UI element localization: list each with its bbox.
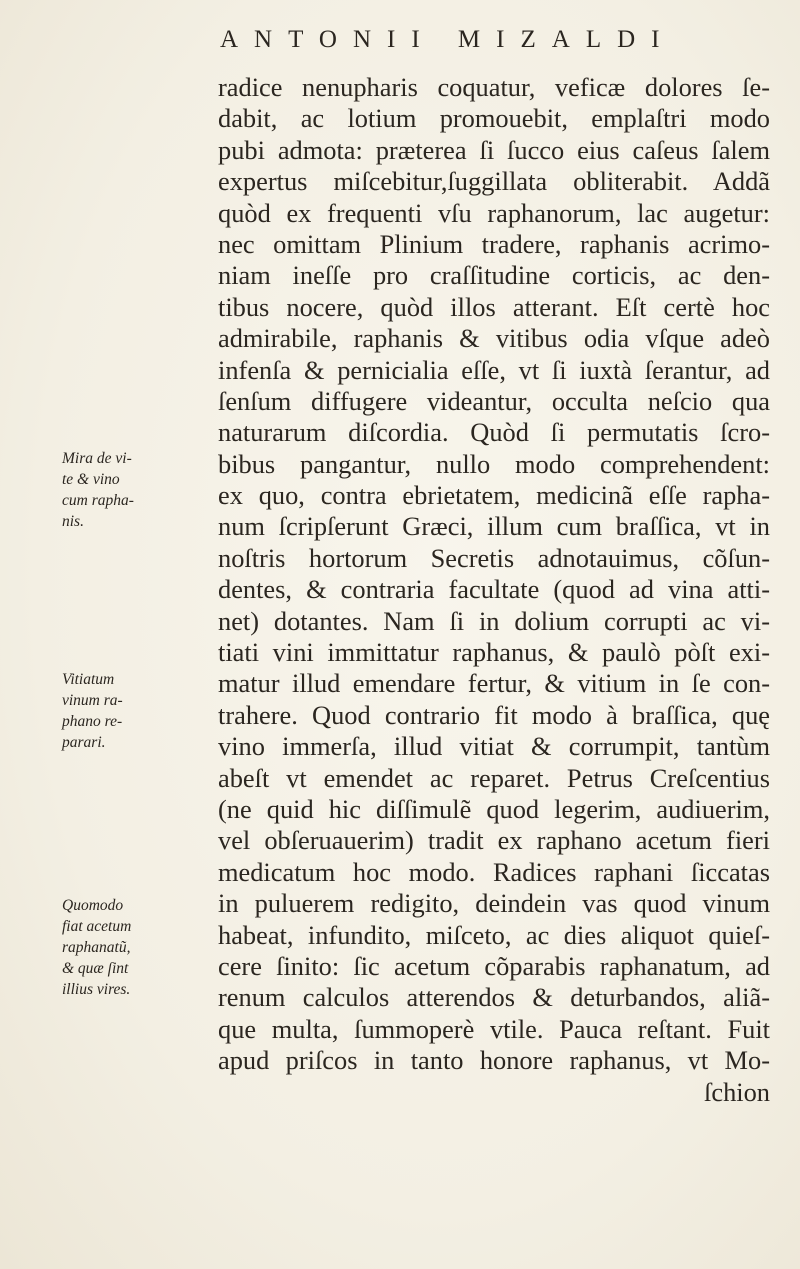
- text-line: tiati vini immittatur raphanus, & paulò pòſt exi-: [218, 637, 770, 668]
- marginal-note-line: raphanatũ,: [62, 939, 131, 956]
- text-line: net) dotantes. Nam ſi in dolium corrupti ac vi-: [218, 605, 770, 636]
- text-line: vino immerſa, illud vitiat & corrumpit, tantùm: [218, 731, 770, 762]
- text-line: que multa, ſummoperè vtile. Pauca reſtant. Fuit: [218, 1013, 770, 1044]
- text-line: medicatum hoc modo. Radices raphani ſiccatas: [218, 856, 770, 887]
- running-head: ANTONII MIZALDI: [220, 26, 676, 53]
- text-line: noſtris hortorum Secretis adnotauimus, cõſun-: [218, 542, 770, 573]
- text-line: abeſt vt emendet ac reparet. Petrus Creſcentius: [218, 762, 770, 793]
- marginal-note-line: Mira de vi-: [62, 450, 132, 467]
- text-line: ex quo, contra ebrietatem, medicinã eſſe rapha-: [218, 480, 770, 511]
- text-line: naturarum diſcordia. Quòd ſi permutatis ſcro-: [218, 417, 770, 448]
- marginal-note-line: fiat acetum: [62, 918, 132, 935]
- text-line: niam ineſſe pro craſſitudine corticis, ac den-: [218, 260, 770, 291]
- marginal-note-line: parari.: [62, 734, 106, 751]
- main-text-block: [218, 72, 770, 1108]
- marginal-note-line: Vitiatum: [62, 671, 115, 688]
- marginal-note-spoiled-wine: [62, 669, 212, 753]
- text-line: (ne quid hic diſſimulẽ quod legerim, audiuerim,: [218, 793, 770, 824]
- text-line: ſenſum diffugere videantur, occulta neſcio qua: [218, 385, 770, 416]
- text-line: matur illud emendare fertur, & vitium in ſe con-: [218, 668, 770, 699]
- marginal-note-line: cum rapha-: [62, 492, 134, 509]
- text-line: trahere. Quod contrario fit modo à braſſica, quę: [218, 699, 770, 730]
- marginal-note-line: illius vires.: [62, 981, 131, 998]
- marginal-note-line: nis.: [62, 513, 84, 530]
- text-line: habeat, infundito, miſceto, ac dies aliquot quieſ-: [218, 919, 770, 950]
- text-line: dentes, & contraria facultate (quod ad vina atti-: [218, 574, 770, 605]
- text-line: vel obſeruauerim) tradit ex raphano acetum fieri: [218, 825, 770, 856]
- text-line: quòd ex frequenti vſu raphanorum, lac augetur:: [218, 197, 770, 228]
- text-line: dabit, ac lotium promouebit, emplaſtri modo: [218, 103, 770, 134]
- text-line: renum calculos atterendos & deturbandos, aliã-: [218, 982, 770, 1013]
- text-line: radice nenupharis coquatur, veficæ dolores ſe-: [218, 72, 770, 102]
- text-line: expertus miſcebitur,ſuggillata obliterabit. Addã: [218, 166, 770, 197]
- text-line: num ſcripſerunt Græci, illum cum braſſica, vt in: [218, 511, 770, 542]
- text-line: infenſa & pernicialia eſſe, vt ſi iuxtà ſerantur, ad: [218, 354, 770, 385]
- text-line: cere ſinito: ſic acetum cõparabis raphanatum, ad: [218, 950, 770, 981]
- text-line: pubi admota: præterea ſi ſucco eius caſeus ſalem: [218, 134, 770, 165]
- marginal-note-line: te & vino: [62, 471, 120, 488]
- text-line: bibus pangantur, nullo modo comprehendent:: [218, 448, 770, 479]
- text-line: apud priſcos in tanto honore raphanus, vt Mo-: [218, 1045, 770, 1076]
- marginal-note-line: & quæ ſint: [62, 960, 129, 977]
- text-line: admirabile, raphanis & vitibus odia vſque adeò: [218, 323, 770, 354]
- text-line: in puluerem redigito, deindein vas quod vinum: [218, 888, 770, 919]
- marginal-note-line: phano re-: [62, 713, 123, 730]
- text-line: nec omittam Plinium tradere, raphanis acrimo-: [218, 228, 770, 259]
- catchword: ſchion: [704, 1076, 770, 1107]
- text-line: tibus nocere, quòd illos atterant. Eſt certè hoc: [218, 291, 770, 322]
- marginal-note-vine-radish: [62, 448, 212, 532]
- marginal-note-line: vinum ra-: [62, 692, 123, 709]
- marginal-note-line: Quomodo: [62, 897, 124, 914]
- marginal-note-radish-vinegar: [62, 895, 212, 1000]
